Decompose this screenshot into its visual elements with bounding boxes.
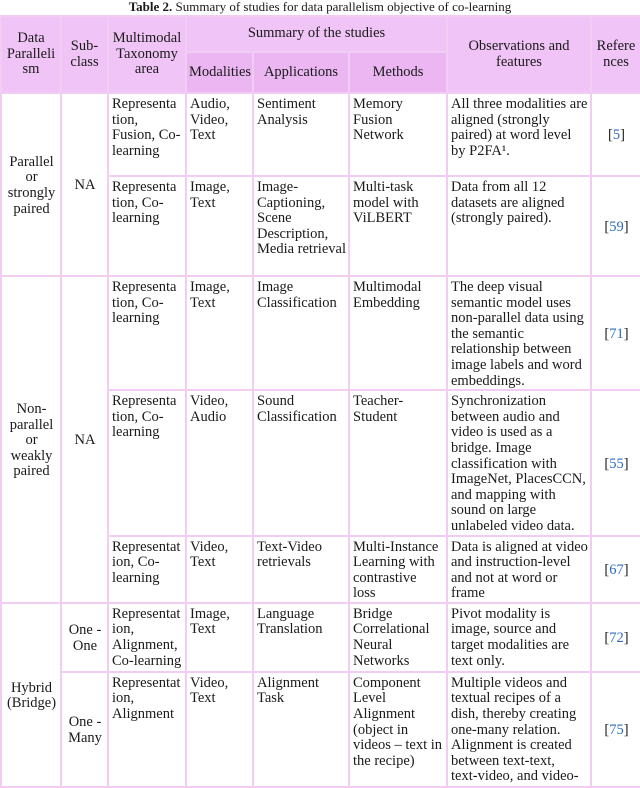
reference-cell: [75]: [591, 672, 640, 787]
reference-cell: [72]: [591, 603, 640, 672]
header-references: Refere nces: [591, 16, 640, 93]
methods-cell: Multi-task model with ViLBERT: [349, 176, 447, 276]
reference-link[interactable]: 67: [609, 561, 624, 578]
applications-cell: Sound Classification: [253, 390, 349, 535]
table-row: [1, 276, 640, 390]
header-modalities: Modalities: [186, 52, 253, 93]
subclass-cell: One - One: [61, 603, 108, 672]
methods-cell: Memory Fusion Network: [349, 93, 447, 176]
modalities-cell: Video, Text: [186, 536, 253, 603]
observations-cell: Synchronization between audio and video is used as a bridge. Image classification with ImageNet, PlacesCCN, and mapping with sound on large unlabeled video data.: [447, 390, 591, 535]
reference-link[interactable]: 71: [609, 325, 624, 342]
modalities-cell: Image, Text: [186, 603, 253, 672]
applications-cell: Text-Video retrievals: [253, 536, 349, 603]
table-row: [1, 93, 640, 176]
reference-link[interactable]: 5: [612, 127, 621, 144]
subclass-cell: NA: [61, 93, 108, 276]
methods-cell: Teacher- Student: [349, 390, 447, 535]
header-summary: Summary of the studies: [186, 16, 447, 52]
modalities-cell: Video, Audio: [186, 390, 253, 535]
modalities-cell: Image, Text: [186, 276, 253, 390]
applications-cell: Sentiment Analysis: [253, 93, 349, 176]
reference-cell: [67]: [591, 536, 640, 603]
table-row: [1, 603, 640, 672]
subclass-cell: One - Many: [61, 672, 108, 787]
taxonomy-cell: Representa tion, Co- learning: [108, 390, 186, 535]
group-hybrid: Hybrid (Bridge): [1, 603, 61, 787]
group-parallel: Parallel or strongly paired: [1, 93, 61, 276]
observations-cell: All three modalities are aligned (strongly paired) at word level by P2FA¹.: [447, 93, 591, 176]
taxonomy-cell: Representat ion, Co- learning: [108, 536, 186, 603]
table-caption: [0, 0, 640, 14]
table-row: [1, 672, 640, 787]
reference-cell: [5]: [591, 93, 640, 176]
taxonomy-cell: Representat ion, Alignment: [108, 672, 186, 787]
applications-cell: Alignment Task: [253, 672, 349, 787]
header-methods: Methods: [349, 52, 447, 93]
header-observations: Observations and features: [447, 16, 591, 93]
taxonomy-cell: Representat ion, Alignment, Co-learning: [108, 603, 186, 672]
subclass-cell: NA: [61, 276, 108, 603]
modalities-cell: Audio, Video, Text: [186, 93, 253, 176]
observations-cell: Pivot modality is image, source and target modalities are text only.: [447, 603, 591, 672]
taxonomy-cell: Representa tion, Fusion, Co- learning: [108, 93, 186, 176]
taxonomy-cell: Representa tion, Co- learning: [108, 176, 186, 276]
header-parallelism: Data Paralleli sm: [1, 16, 61, 93]
reference-link[interactable]: 55: [609, 455, 624, 472]
caption-label: Table 2.: [128, 0, 173, 14]
header-applications: Applications: [253, 52, 349, 93]
studies-table: [0, 15, 640, 788]
group-non-parallel: Non- parallel or weakly paired: [1, 276, 61, 603]
caption-text: Summary of studies for data parallelism objective of co-learning: [172, 0, 512, 14]
observations-cell: Data is aligned at video and instruction-level and not at word or frame: [447, 536, 591, 603]
methods-cell: Multimodal Embedding: [349, 276, 447, 390]
applications-cell: Image Classification: [253, 276, 349, 390]
observations-cell: Data from all 12 datasets are aligned (strongly paired).: [447, 176, 591, 276]
taxonomy-cell: Representa tion, Co- learning: [108, 276, 186, 390]
reference-cell: [55]: [591, 390, 640, 535]
methods-cell: Bridge Correlational Neural Networks: [349, 603, 447, 672]
methods-cell: Component Level Alignment (object in videos – text in the recipe): [349, 672, 447, 787]
applications-cell: Language Translation: [253, 603, 349, 672]
modalities-cell: Image, Text: [186, 176, 253, 276]
header-subclass: Sub- class: [61, 16, 108, 93]
reference-link[interactable]: 75: [609, 722, 624, 739]
reference-cell: [71]: [591, 276, 640, 390]
observations-cell: The deep visual semantic model uses non-parallel data using the semantic relationship between image labels and word embeddings.: [447, 276, 591, 390]
header-taxonomy: Multimodal Taxonomy area: [108, 16, 186, 93]
reference-link[interactable]: 72: [609, 630, 624, 647]
reference-cell: [59]: [591, 176, 640, 276]
observations-cell: Multiple videos and textual recipes of a dish, thereby creating one-many relation. Alignment is created between text-text, text-video, and video-: [447, 672, 591, 787]
modalities-cell: Video, Text: [186, 672, 253, 787]
methods-cell: Multi-Instance Learning with contrastive loss: [349, 536, 447, 603]
reference-link[interactable]: 59: [609, 218, 624, 235]
applications-cell: Image- Captioning, Scene Description, Media retrieval: [253, 176, 349, 276]
